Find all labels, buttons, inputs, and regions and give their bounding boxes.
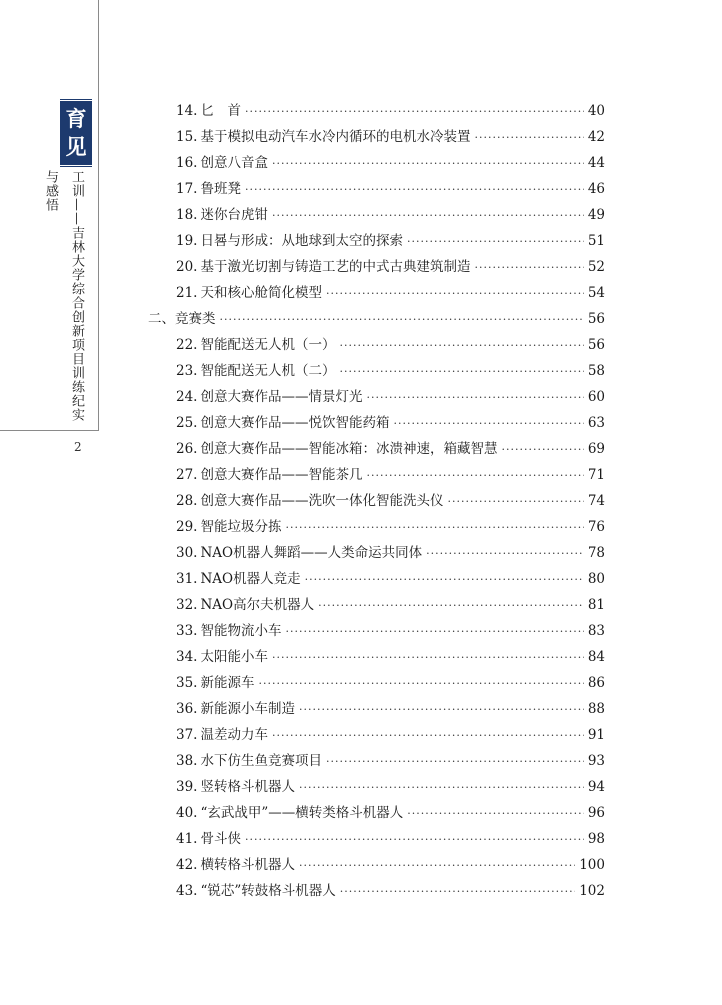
toc-entry-title: 创意大赛作品——情景灯光 xyxy=(200,389,363,405)
toc-dot-leader xyxy=(366,463,583,489)
toc-entry xyxy=(140,644,605,670)
toc-section-heading xyxy=(140,306,605,332)
toc-entry-title: 新能源车 xyxy=(200,675,255,691)
toc-entry xyxy=(140,826,605,852)
toc-entry-title: 智能配送无人机（一） xyxy=(200,337,336,353)
toc-entry-title: 竖转格斗机器人 xyxy=(200,779,295,795)
toc-entry-number: 41. xyxy=(176,831,198,847)
toc-dot-leader xyxy=(474,125,583,151)
toc-entry xyxy=(140,254,605,280)
toc-dot-leader xyxy=(220,307,584,333)
toc-dot-leader xyxy=(305,567,584,593)
book-logo xyxy=(60,98,92,168)
toc-entry-page: 56 xyxy=(587,337,605,353)
toc-entry-page: 40 xyxy=(587,103,605,119)
toc-entry-number: 39. xyxy=(176,779,198,795)
toc-entry-title: 新能源小车制造 xyxy=(200,701,295,717)
toc-dot-leader xyxy=(366,385,583,411)
toc-dot-leader xyxy=(272,645,584,671)
toc-entry-number: 42. xyxy=(176,857,198,873)
toc-entry-number: 34. xyxy=(176,649,198,665)
toc-entry xyxy=(140,176,605,202)
toc-dot-leader xyxy=(285,619,583,645)
toc-entry-page: 76 xyxy=(587,519,605,535)
logo-char-1: 育 xyxy=(65,106,87,131)
toc-entry-number: 29. xyxy=(176,519,198,535)
toc-entry-page: 81 xyxy=(587,597,605,613)
toc-entry-page: 96 xyxy=(587,805,605,821)
toc-entry xyxy=(140,124,605,150)
toc-entry-number: 31. xyxy=(176,571,198,587)
toc-entry-number: 28. xyxy=(176,493,198,509)
toc-entry-title: NAO高尔夫机器人 xyxy=(200,597,315,613)
page-number: 2 xyxy=(74,440,82,454)
toc-entry-title: 二、竞赛类 xyxy=(148,311,216,327)
toc-entry-number: 15. xyxy=(176,129,198,145)
toc-entry-title: 创意大赛作品——智能茶几 xyxy=(200,467,363,483)
toc-entry-number: 19. xyxy=(176,233,198,249)
toc-entry-number: 16. xyxy=(176,155,198,171)
toc-entry-title: 智能垃圾分拣 xyxy=(200,519,282,535)
toc-entry-number: 22. xyxy=(176,337,198,353)
book-sidebar xyxy=(0,0,99,431)
toc-dot-leader xyxy=(245,177,584,203)
toc-entry xyxy=(140,540,605,566)
toc-entry xyxy=(140,228,605,254)
toc-entry-page: 88 xyxy=(587,701,605,717)
toc-entry-title: “锐芯”转鼓格斗机器人 xyxy=(200,883,336,899)
toc-entry xyxy=(140,722,605,748)
toc-entry-title: 创意八音盒 xyxy=(200,155,268,171)
toc-entry-number: 17. xyxy=(176,181,198,197)
toc-dot-leader xyxy=(339,333,583,359)
toc-dot-leader xyxy=(272,203,584,229)
toc-entry xyxy=(140,878,605,904)
toc-entry xyxy=(140,488,605,514)
toc-entry-title: 温差动力车 xyxy=(200,727,268,743)
toc-entry-title: 天和核心舱简化模型 xyxy=(200,285,322,301)
toc-entry-page: 74 xyxy=(587,493,605,509)
toc-entry-number: 36. xyxy=(176,701,198,717)
toc-entry-title: NAO机器人舞蹈——人类命运共同体 xyxy=(200,545,423,561)
toc-dot-leader xyxy=(318,593,584,619)
toc-entry-number: 14. xyxy=(176,103,198,119)
toc-entry-number: 30. xyxy=(176,545,198,561)
toc-entry-title: 创意大赛作品——洗吹一体化智能洗头仪 xyxy=(200,493,444,509)
toc-entry-number: 32. xyxy=(176,597,198,613)
toc-entry-page: 46 xyxy=(587,181,605,197)
toc-dot-leader xyxy=(326,749,584,775)
toc-entry xyxy=(140,98,605,124)
toc-entry-title: NAO机器人竞走 xyxy=(200,571,301,587)
toc-entry-page: 83 xyxy=(587,623,605,639)
toc-entry xyxy=(140,696,605,722)
toc-entry xyxy=(140,800,605,826)
toc-entry xyxy=(140,514,605,540)
toc-dot-leader xyxy=(407,801,584,827)
toc-dot-leader xyxy=(407,229,584,255)
toc-dot-leader xyxy=(299,697,584,723)
toc-dot-leader xyxy=(245,99,584,125)
toc-entry-page: 91 xyxy=(587,727,605,743)
toc-entry-number: 25. xyxy=(176,415,198,431)
toc-entry-page: 78 xyxy=(587,545,605,561)
toc-entry xyxy=(140,280,605,306)
toc-entry-title: 基于模拟电动汽车水冷内循环的电机水冷装置 xyxy=(200,129,471,145)
toc-dot-leader xyxy=(299,853,575,879)
toc-entry-page: 102 xyxy=(579,883,605,899)
toc-entry-page: 98 xyxy=(587,831,605,847)
toc-entry-number: 40. xyxy=(176,805,198,821)
toc-entry-page: 86 xyxy=(587,675,605,691)
toc-entry-title: “玄武战甲”——横转类格斗机器人 xyxy=(200,805,404,821)
toc-entry-title: 智能配送无人机（二） xyxy=(200,363,336,379)
toc-dot-leader xyxy=(272,723,584,749)
toc-entry-number: 20. xyxy=(176,259,198,275)
toc-dot-leader xyxy=(501,437,583,463)
toc-entry-title: 横转格斗机器人 xyxy=(200,857,295,873)
toc-entry-number: 38. xyxy=(176,753,198,769)
toc-entry xyxy=(140,150,605,176)
toc-entry-title: 鲁班凳 xyxy=(200,181,241,197)
toc-entry-number: 26. xyxy=(176,441,198,457)
toc-entry-title: 骨斗侠 xyxy=(200,831,241,847)
toc-entry-number: 23. xyxy=(176,363,198,379)
toc-entry xyxy=(140,202,605,228)
toc-dot-leader xyxy=(299,775,584,801)
toc-entry-number: 37. xyxy=(176,727,198,743)
toc-entry-title: 创意大赛作品——智能冰箱：冰溃神速，箱藏智慧 xyxy=(200,441,498,457)
toc-dot-leader xyxy=(426,541,584,567)
toc-dot-leader xyxy=(474,255,583,281)
toc-entry-page: 56 xyxy=(587,311,605,327)
toc-entry-page: 58 xyxy=(587,363,605,379)
toc-entry-title: 水下仿生鱼竞赛项目 xyxy=(200,753,322,769)
toc-entry-title: 智能物流小车 xyxy=(200,623,282,639)
toc-entry-number: 18. xyxy=(176,207,198,223)
toc-entry-title: 创意大赛作品——悦饮智能药箱 xyxy=(200,415,390,431)
toc-entry-title: 日晷与形成：从地球到太空的探索 xyxy=(200,233,403,249)
toc-entry-title: 匕 首 xyxy=(200,103,241,119)
toc-entry-page: 100 xyxy=(579,857,605,873)
toc-entry-page: 54 xyxy=(587,285,605,301)
toc-dot-leader xyxy=(339,359,583,385)
toc-entry-number: 43. xyxy=(176,883,198,899)
toc-entry xyxy=(140,462,605,488)
toc-entry-page: 69 xyxy=(587,441,605,457)
toc-entry xyxy=(140,358,605,384)
toc-entry xyxy=(140,592,605,618)
toc-dot-leader xyxy=(285,515,583,541)
toc-entry xyxy=(140,852,605,878)
toc-entry xyxy=(140,618,605,644)
toc-dot-leader xyxy=(326,281,584,307)
toc-entry-number: 24. xyxy=(176,389,198,405)
toc-entry xyxy=(140,566,605,592)
toc-entry-page: 71 xyxy=(587,467,605,483)
toc-entry-page: 80 xyxy=(587,571,605,587)
table-of-contents xyxy=(140,98,605,904)
toc-entry-page: 44 xyxy=(587,155,605,171)
toc-entry xyxy=(140,748,605,774)
toc-dot-leader xyxy=(447,489,583,515)
toc-entry-page: 93 xyxy=(587,753,605,769)
toc-entry-title: 太阳能小车 xyxy=(200,649,268,665)
toc-entry-page: 60 xyxy=(587,389,605,405)
toc-entry xyxy=(140,670,605,696)
toc-entry xyxy=(140,410,605,436)
toc-entry xyxy=(140,332,605,358)
toc-dot-leader xyxy=(272,151,584,177)
book-vertical-title: 工训——吉林大学综合创新项目训练纪实与感悟 xyxy=(43,170,84,422)
toc-entry-title: 迷你台虎钳 xyxy=(200,207,268,223)
toc-entry-page: 94 xyxy=(587,779,605,795)
toc-entry-page: 42 xyxy=(587,129,605,145)
toc-entry xyxy=(140,774,605,800)
toc-dot-leader xyxy=(393,411,583,437)
toc-entry-number: 21. xyxy=(176,285,198,301)
toc-entry xyxy=(140,436,605,462)
logo-char-2: 见 xyxy=(65,134,87,159)
toc-entry-page: 84 xyxy=(587,649,605,665)
toc-dot-leader xyxy=(245,827,584,853)
toc-entry-page: 49 xyxy=(587,207,605,223)
toc-entry-number: 27. xyxy=(176,467,198,483)
toc-entry xyxy=(140,384,605,410)
toc-entry-number: 33. xyxy=(176,623,198,639)
toc-dot-leader xyxy=(340,879,575,905)
toc-dot-leader xyxy=(258,671,583,697)
toc-entry-page: 63 xyxy=(587,415,605,431)
toc-entry-number: 35. xyxy=(176,675,198,691)
toc-entry-page: 52 xyxy=(587,259,605,275)
toc-entry-title: 基于激光切割与铸造工艺的中式古典建筑制造 xyxy=(200,259,471,275)
toc-entry-page: 51 xyxy=(587,233,605,249)
